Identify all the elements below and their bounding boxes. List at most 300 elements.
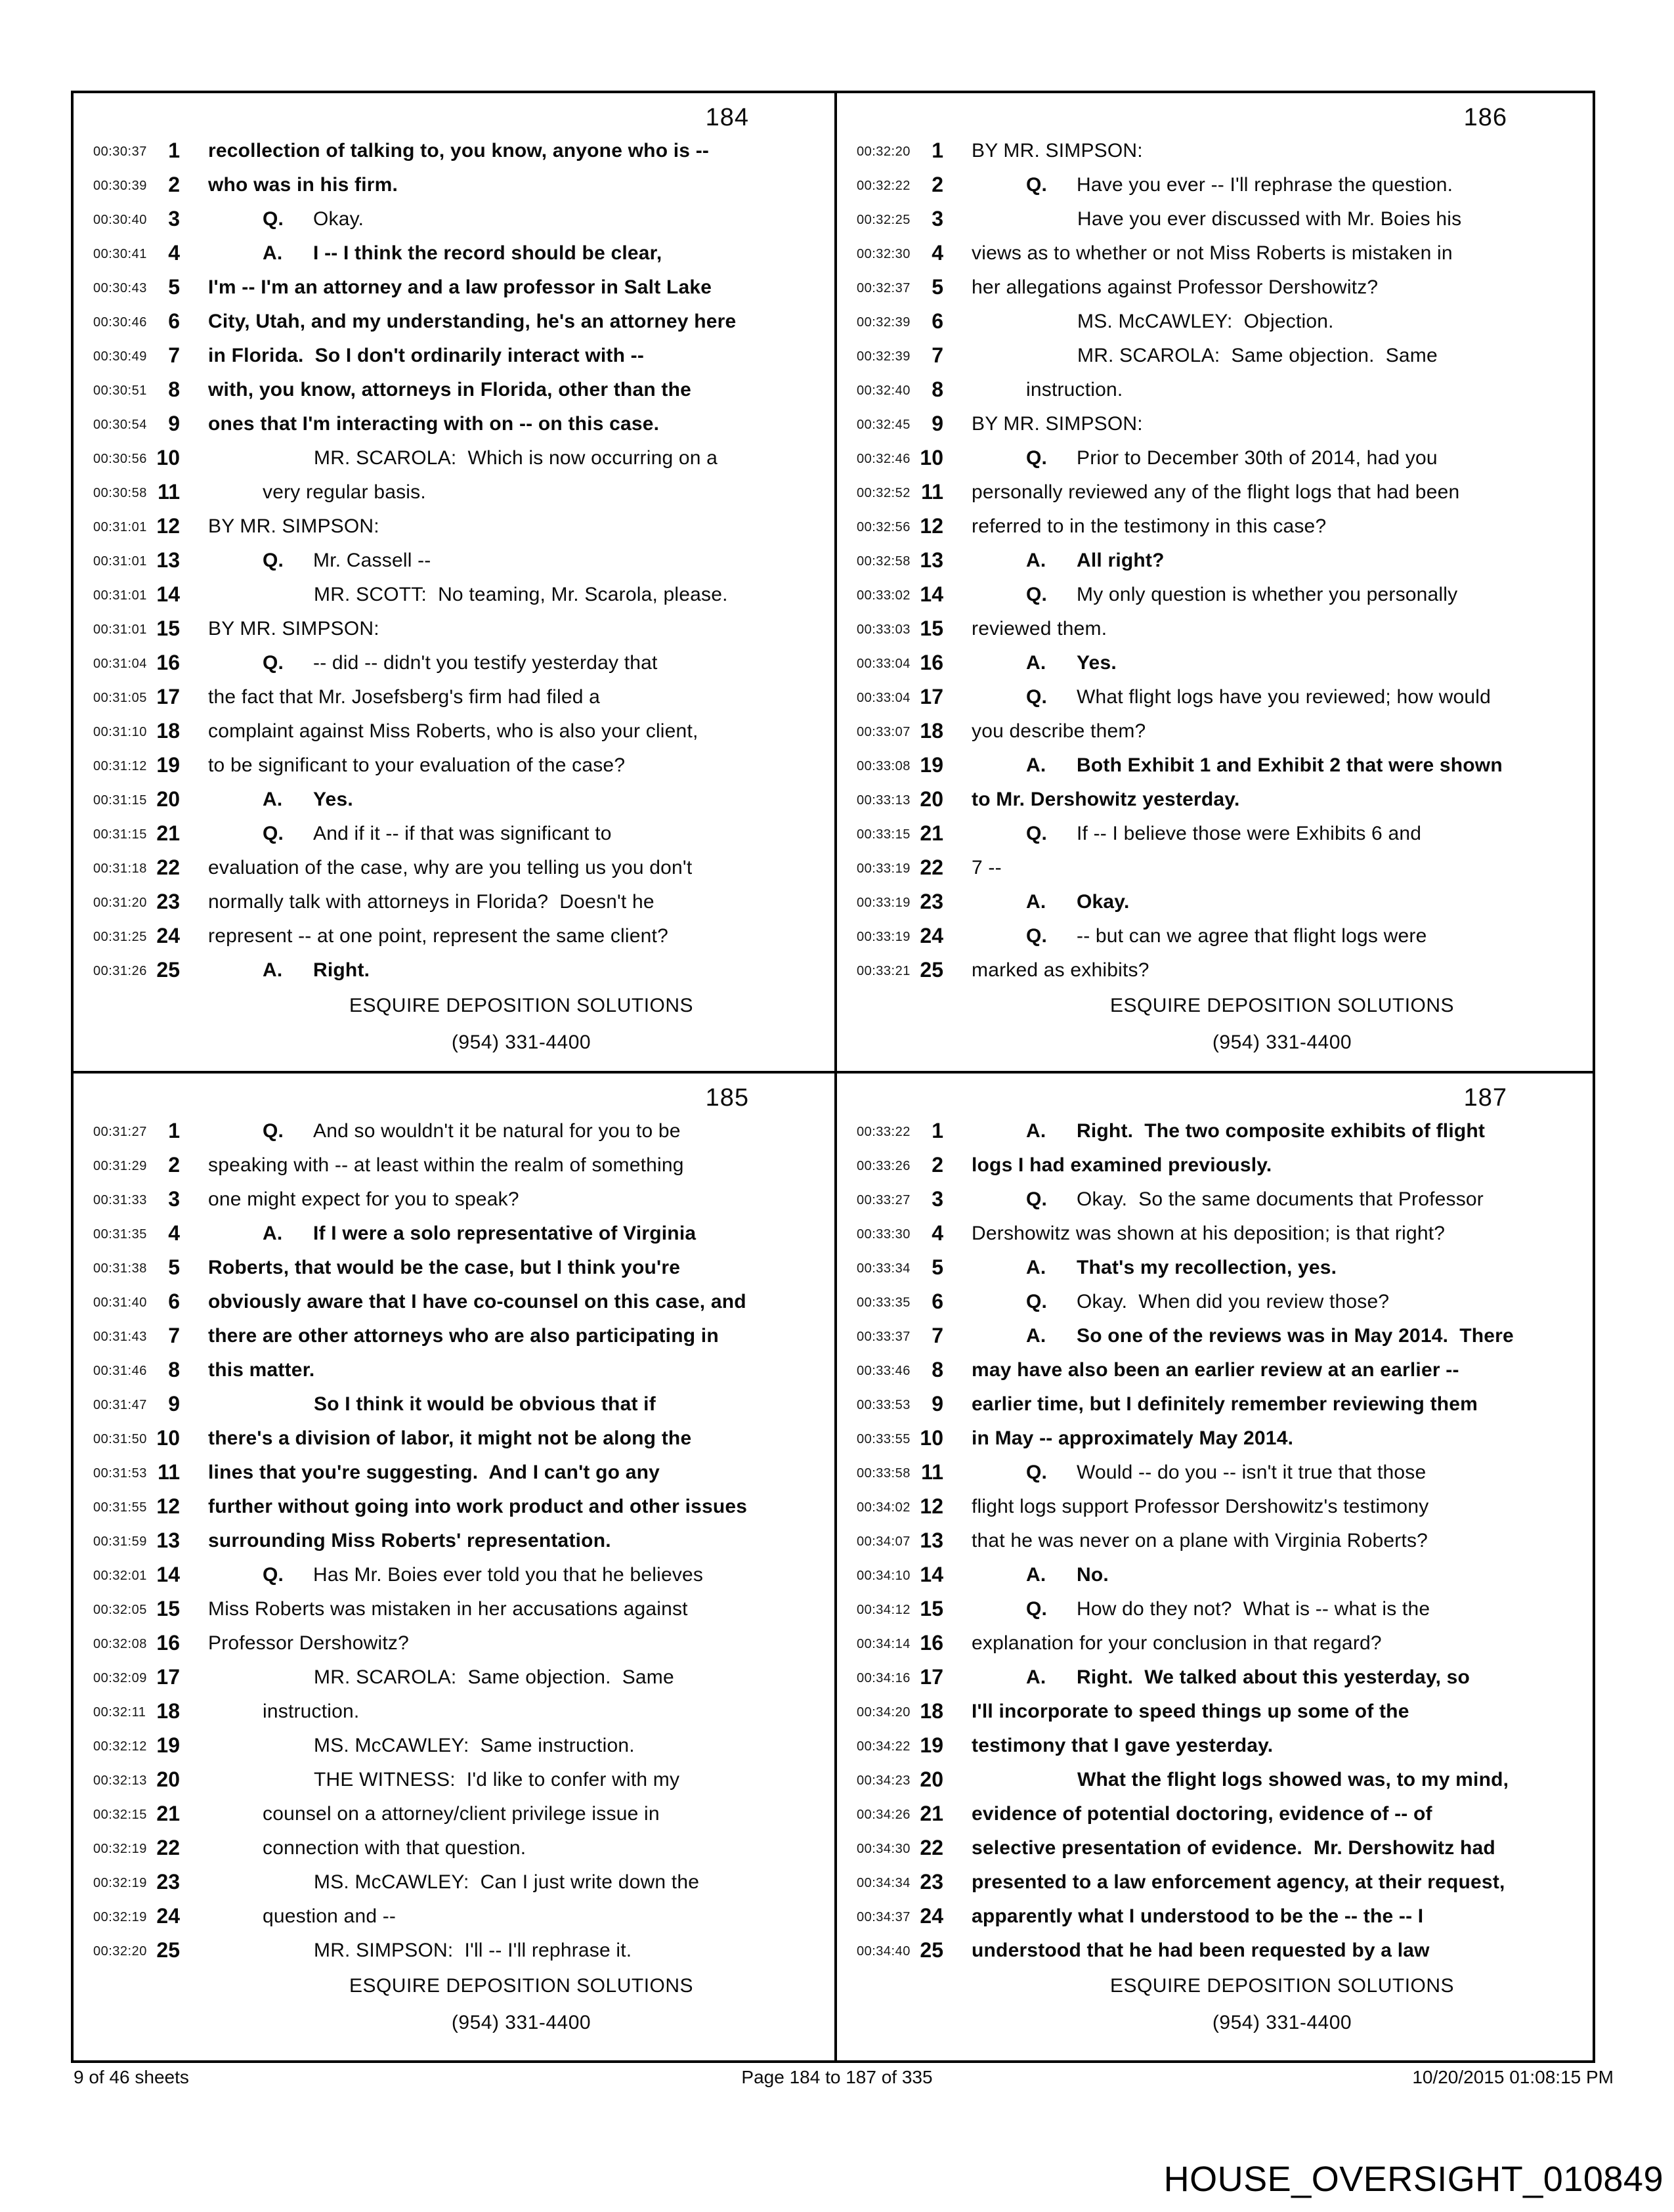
transcript-line	[74, 953, 834, 987]
timestamp: 00:30:39	[93, 179, 147, 193]
text-segment: obviously aware that I have co-counsel on this case, and	[208, 1291, 746, 1312]
transcript-line	[74, 1899, 834, 1934]
text-segment: instruction.	[263, 1701, 360, 1722]
line-text	[972, 1223, 1445, 1245]
line-text	[208, 1325, 719, 1347]
timestamp: 00:32:15	[93, 1808, 147, 1822]
line-text	[263, 1837, 526, 1859]
line-number: 18	[156, 719, 180, 743]
line-number: 17	[920, 1665, 943, 1689]
line-text	[263, 1120, 681, 1142]
line-number: 8	[932, 378, 943, 401]
sheet-count: 9 of 46 sheets	[74, 2067, 189, 2087]
line-number: 11	[158, 480, 180, 504]
timestamp: 00:32:52	[857, 486, 911, 500]
line-number: 16	[920, 651, 943, 674]
transcript-line	[837, 1319, 1593, 1353]
qa-prefix: A.	[1026, 1257, 1046, 1278]
text-segment: her allegations against Professor Dershowitz?	[972, 276, 1379, 298]
text-segment: instruction.	[1026, 379, 1123, 401]
transcript-line	[837, 885, 1593, 919]
text-segment: Both Exhibit 1 and Exhibit 2 that were shown	[1077, 754, 1503, 776]
line-number: 12	[920, 1494, 943, 1518]
sheet-footer	[0, 2067, 1674, 2091]
line-number: 14	[156, 1563, 180, 1586]
text-segment: one might expect for you to speak?	[208, 1188, 519, 1210]
line-text	[972, 242, 1453, 265]
line-text	[1026, 1325, 1514, 1347]
text-segment: normally talk with attorneys in Florida? Doesn't he	[208, 891, 655, 913]
line-text	[1026, 1564, 1109, 1586]
transcript-line	[837, 953, 1593, 987]
transcript-line	[74, 271, 834, 305]
line-text	[208, 1530, 611, 1552]
transcript-line	[837, 1456, 1593, 1490]
transcript-line	[837, 851, 1593, 885]
line-number: 11	[921, 480, 943, 504]
text-segment: counsel on a attorney/client privilege issue in	[263, 1803, 660, 1825]
line-text	[1026, 379, 1123, 401]
timestamp: 00:33:19	[857, 930, 911, 944]
line-number: 6	[932, 309, 943, 333]
text-segment: speaking with -- at least within the realm of something	[208, 1154, 684, 1176]
timestamp: 00:33:58	[857, 1466, 911, 1481]
transcript-line	[74, 1217, 834, 1251]
line-number: 24	[920, 924, 943, 947]
timestamp: 00:31:10	[93, 725, 147, 739]
text-segment: City, Utah, and my understanding, he's an attorney here	[208, 311, 737, 332]
page-number: 184	[705, 104, 749, 131]
transcript-line	[74, 305, 834, 339]
line-text	[263, 823, 612, 845]
timestamp: 00:34:37	[857, 1910, 911, 1924]
timestamp: 00:31:12	[93, 759, 147, 773]
line-text	[972, 1871, 1505, 1894]
timestamp: 00:33:21	[857, 964, 911, 978]
line-text	[314, 1769, 679, 1791]
text-segment: MR. SCOTT: No teaming, Mr. Scarola, please.	[314, 584, 728, 605]
transcript-line	[837, 919, 1593, 953]
line-number: 3	[168, 1187, 180, 1211]
line-text	[208, 1188, 519, 1211]
timestamp: 00:31:47	[93, 1398, 147, 1412]
qa-prefix: Q.	[1026, 447, 1048, 469]
line-number: 24	[156, 924, 180, 947]
timestamp: 00:33:30	[857, 1227, 911, 1242]
text-segment: So one of the reviews was in May 2014. There	[1077, 1325, 1514, 1347]
line-text	[314, 1871, 699, 1894]
timestamp: 00:32:20	[857, 144, 911, 159]
timestamp: 00:32:01	[93, 1569, 147, 1583]
line-text	[208, 1291, 746, 1313]
text-segment: THE WITNESS: I'd like to confer with my	[314, 1769, 680, 1790]
text-segment: -- but can we agree that flight logs were	[1077, 925, 1427, 947]
line-text	[972, 413, 1143, 435]
timestamp: 00:31:46	[93, 1364, 147, 1378]
text-segment: BY MR. SIMPSON:	[972, 413, 1143, 435]
timestamp: 00:32:25	[857, 213, 911, 227]
timestamp: 00:33:46	[857, 1364, 911, 1378]
line-number: 25	[156, 958, 180, 982]
text-segment: evaluation of the case, why are you telling us you don't	[208, 857, 693, 878]
text-segment: in May -- approximately May 2014.	[972, 1427, 1294, 1449]
line-text	[208, 345, 644, 367]
timestamp: 00:32:56	[857, 520, 911, 534]
qa-prefix: Q.	[1026, 823, 1048, 844]
transcript-line	[74, 646, 834, 680]
timestamp: 00:31:59	[93, 1534, 147, 1549]
timestamp: 00:33:22	[857, 1125, 911, 1139]
line-text	[972, 1803, 1432, 1825]
line-text	[208, 686, 600, 708]
text-segment: testimony that I gave yesterday.	[972, 1735, 1274, 1756]
line-number: 23	[156, 890, 180, 913]
line-text	[1026, 584, 1457, 606]
qa-prefix: Q.	[263, 1120, 284, 1142]
vendor-name: ESQUIRE DEPOSITION SOLUTIONS	[349, 995, 694, 1016]
line-text	[208, 720, 698, 743]
line-number: 16	[156, 1631, 180, 1655]
text-segment: connection with that question.	[263, 1837, 526, 1859]
text-segment: And if it -- if that was significant to	[313, 823, 612, 844]
timestamp: 00:32:45	[857, 418, 911, 432]
text-segment: MR. SIMPSON: I'll -- I'll rephrase it.	[314, 1940, 632, 1961]
text-segment: Right.	[313, 959, 370, 981]
transcript-line	[837, 578, 1593, 612]
text-segment: What flight logs have you reviewed; how would	[1077, 686, 1492, 708]
transcript-line	[837, 202, 1593, 236]
line-number: 9	[932, 1392, 943, 1416]
line-number: 8	[168, 1358, 180, 1381]
line-text	[263, 208, 364, 230]
line-text	[972, 618, 1107, 640]
line-text	[314, 1940, 632, 1962]
transcript-line	[74, 1251, 834, 1285]
text-segment: presented to a law enforcement agency, at their request,	[972, 1871, 1505, 1893]
transcript-line	[837, 1763, 1593, 1797]
timestamp: 00:31:20	[93, 896, 147, 910]
timestamp: 00:30:37	[93, 144, 147, 159]
timestamp: 00:33:03	[857, 622, 911, 637]
line-text	[1026, 925, 1427, 947]
text-segment: MR. SCAROLA: Same objection. Same	[314, 1666, 674, 1688]
transcript-line	[837, 646, 1593, 680]
timestamp: 00:34:02	[857, 1500, 911, 1515]
text-segment: MS. McCAWLEY: Same instruction.	[314, 1735, 635, 1756]
timestamp: 00:31:50	[93, 1432, 147, 1446]
timestamp: 00:32:19	[93, 1876, 147, 1890]
timestamp: 00:32:58	[857, 554, 911, 569]
text-segment: MS. McCAWLEY: Can I just write down the	[314, 1871, 700, 1893]
timestamp: 00:32:05	[93, 1603, 147, 1617]
timestamp: 00:34:30	[857, 1842, 911, 1856]
vendor-footer	[837, 987, 1593, 1061]
line-number: 9	[932, 412, 943, 435]
transcript-line	[74, 1148, 834, 1182]
text-segment: complaint against Miss Roberts, who is also your client,	[208, 720, 698, 742]
page-number: 186	[1463, 104, 1507, 131]
text-segment: personally reviewed any of the flight logs that had been	[972, 481, 1460, 503]
text-segment: Okay. So the same documents that Professor	[1077, 1188, 1484, 1210]
timestamp: 00:32:37	[857, 281, 911, 295]
text-segment: I'm -- I'm an attorney and a law professor in Salt Lake	[208, 276, 712, 298]
line-number: 18	[920, 1699, 943, 1723]
line-number: 1	[932, 139, 943, 162]
page-number: 187	[1463, 1084, 1507, 1112]
transcript-line	[74, 1558, 834, 1592]
line-text	[1026, 1120, 1485, 1142]
qa-prefix: A.	[263, 1223, 283, 1244]
text-segment: Okay.	[313, 208, 364, 230]
vendor-phone: (954) 331-4400	[1212, 1031, 1352, 1053]
text-segment: Okay.	[1077, 891, 1130, 913]
timestamp: 00:33:02	[857, 588, 911, 603]
line-text	[208, 857, 692, 879]
text-segment: BY MR. SIMPSON:	[972, 140, 1143, 162]
transcript-line	[837, 1729, 1593, 1763]
text-segment: Prior to December 30th of 2014, had you	[1077, 447, 1438, 469]
line-text	[972, 276, 1378, 299]
line-number: 5	[168, 275, 180, 299]
line-text	[208, 413, 659, 435]
line-number: 24	[156, 1904, 180, 1928]
qa-prefix: Q.	[1026, 584, 1048, 605]
timestamp: 00:33:19	[857, 896, 911, 910]
line-text	[1026, 1462, 1426, 1484]
line-number: 7	[932, 1324, 943, 1347]
line-number: 17	[920, 685, 943, 708]
line-number: 2	[168, 173, 180, 196]
timestamp: 00:32:19	[93, 1910, 147, 1924]
transcript-line	[74, 817, 834, 851]
vendor-footer	[837, 1968, 1593, 2041]
text-segment: question and --	[263, 1905, 397, 1927]
timestamp: 00:31:01	[93, 588, 147, 603]
text-segment: reviewed them.	[972, 618, 1107, 640]
timestamp: 00:31:43	[93, 1330, 147, 1344]
qa-prefix: A.	[1026, 891, 1046, 913]
text-segment: Have you ever discussed with Mr. Boies his	[1077, 208, 1462, 230]
timestamp: 00:32:11	[93, 1705, 146, 1720]
vendor-name: ESQUIRE DEPOSITION SOLUTIONS	[1109, 995, 1455, 1016]
text-segment: may have also been an earlier review at an earlier --	[972, 1359, 1459, 1381]
qa-prefix: Q.	[1026, 925, 1048, 947]
text-segment: flight logs support Professor Dershowitz's testimony	[972, 1496, 1429, 1517]
line-text	[208, 276, 712, 299]
transcript-line	[837, 236, 1593, 271]
transcript-line	[837, 714, 1593, 748]
transcript-grid	[71, 91, 1595, 2063]
line-text	[1026, 447, 1438, 469]
line-number: 9	[168, 1392, 180, 1416]
timestamp: 00:30:56	[93, 452, 147, 466]
line-number: 14	[156, 582, 180, 606]
timestamp: 00:33:07	[857, 725, 911, 739]
line-text	[208, 1257, 680, 1279]
timestamp: 00:30:46	[93, 315, 147, 330]
qa-prefix: Q.	[1026, 174, 1048, 196]
transcript-line	[837, 1387, 1593, 1421]
timestamp: 00:34:07	[857, 1534, 911, 1549]
line-number: 6	[932, 1290, 943, 1313]
line-text	[1026, 1188, 1484, 1211]
timestamp: 00:31:26	[93, 964, 147, 978]
transcript-line	[74, 373, 834, 407]
text-segment: you describe them?	[972, 720, 1146, 742]
line-number: 3	[932, 207, 943, 230]
text-segment: Roberts, that would be the case, but I think you're	[208, 1257, 681, 1278]
line-number: 25	[920, 1938, 943, 1962]
transcript-line	[74, 1729, 834, 1763]
text-segment: explanation for your conclusion in that regard?	[972, 1632, 1382, 1654]
transcript-line	[74, 1763, 834, 1797]
timestamp: 00:34:10	[857, 1569, 911, 1583]
transcript-line	[74, 1353, 834, 1387]
text-segment: Miss Roberts was mistaken in her accusations against	[208, 1598, 688, 1620]
line-number: 23	[920, 1870, 943, 1894]
transcript-line	[837, 475, 1593, 510]
qa-prefix: Q.	[263, 208, 284, 230]
text-segment: That's my recollection, yes.	[1077, 1257, 1337, 1278]
timestamp: 00:31:05	[93, 691, 147, 705]
line-text	[208, 1427, 691, 1450]
line-number: 10	[156, 446, 180, 469]
transcript-line	[74, 134, 834, 168]
line-number: 2	[932, 1153, 943, 1177]
timestamp: 00:31:01	[93, 622, 147, 637]
line-text	[972, 1359, 1459, 1381]
text-segment: Okay. When did you review those?	[1077, 1291, 1390, 1312]
qa-prefix: A.	[1026, 754, 1046, 776]
line-number: 21	[156, 1802, 180, 1825]
transcript-line	[74, 1456, 834, 1490]
text-segment: who was in his firm.	[208, 174, 398, 196]
line-text	[314, 1666, 674, 1689]
line-number: 1	[932, 1119, 943, 1142]
line-number: 4	[168, 241, 180, 265]
qa-prefix: Q.	[263, 652, 284, 674]
vendor-phone: (954) 331-4400	[1212, 2012, 1352, 2033]
line-text	[972, 1393, 1478, 1416]
line-text	[1026, 1666, 1470, 1689]
line-number: 25	[920, 958, 943, 982]
text-segment: understood that he had been requested by a law	[972, 1940, 1430, 1961]
qa-prefix: A.	[1026, 550, 1046, 571]
line-number: 21	[920, 821, 943, 845]
transcript-line	[837, 1934, 1593, 1968]
transcript-line	[837, 1831, 1593, 1865]
transcript-line	[74, 1660, 834, 1695]
transcript-line	[74, 851, 834, 885]
line-text	[263, 550, 431, 572]
timestamp: 00:33:04	[857, 691, 911, 705]
line-text	[1026, 1257, 1337, 1279]
line-text	[263, 959, 370, 982]
line-number: 23	[920, 890, 943, 913]
transcript-line	[74, 919, 834, 953]
line-text	[263, 1905, 396, 1928]
transcript-line	[837, 1114, 1593, 1148]
line-number: 2	[932, 173, 943, 196]
transcript-line	[837, 305, 1593, 339]
line-number: 4	[932, 1221, 943, 1245]
timestamp: 00:33:27	[857, 1193, 911, 1207]
transcript-line	[837, 339, 1593, 373]
transcript-line	[74, 783, 834, 817]
transcript-line	[74, 544, 834, 578]
transcript-line	[837, 1592, 1593, 1626]
qa-prefix: Q.	[1026, 686, 1048, 708]
qa-prefix: A.	[1026, 1120, 1046, 1142]
line-text	[972, 140, 1143, 162]
transcript-line	[837, 1797, 1593, 1831]
line-number: 7	[932, 343, 943, 367]
line-text	[208, 1496, 747, 1518]
transcript-line	[74, 885, 834, 919]
qa-prefix: Q.	[263, 823, 284, 844]
line-number: 3	[932, 1187, 943, 1211]
timestamp: 00:31:18	[93, 861, 147, 876]
qa-prefix: A.	[1026, 652, 1046, 674]
timestamp: 00:31:27	[93, 1125, 147, 1139]
timestamp: 00:34:23	[857, 1773, 911, 1788]
timestamp: 00:31:04	[93, 657, 147, 671]
transcript-line	[74, 168, 834, 202]
line-number: 18	[920, 719, 943, 743]
text-segment: Mr. Cassell --	[313, 550, 431, 571]
timestamp: 00:32:39	[857, 349, 911, 364]
line-number: 23	[156, 1870, 180, 1894]
transcript-line	[74, 202, 834, 236]
timestamp: 00:31:38	[93, 1261, 147, 1276]
transcript-line	[74, 1490, 834, 1524]
timestamp: 00:32:40	[857, 383, 911, 398]
timestamp: 00:32:39	[857, 315, 911, 330]
line-text	[263, 242, 662, 265]
transcript-page-187	[837, 1073, 1593, 2060]
transcript-line	[837, 1182, 1593, 1217]
timestamp: 00:33:19	[857, 861, 911, 876]
transcript-line	[74, 339, 834, 373]
transcript-line	[837, 373, 1593, 407]
text-segment: Has Mr. Boies ever told you that he believes	[313, 1564, 704, 1586]
timestamp: 00:30:51	[93, 383, 147, 398]
qa-prefix: Q.	[263, 550, 284, 571]
timestamp: 00:32:19	[93, 1842, 147, 1856]
transcript-line	[837, 1285, 1593, 1319]
transcript-line	[74, 1865, 834, 1899]
line-text	[314, 447, 718, 469]
text-segment: further without going into work product and other issues	[208, 1496, 748, 1517]
timestamp: 00:32:22	[857, 179, 911, 193]
line-text	[208, 515, 379, 538]
line-number: 18	[156, 1699, 180, 1723]
transcript-line	[74, 1114, 834, 1148]
transcript-line	[837, 1660, 1593, 1695]
timestamp: 00:30:54	[93, 418, 147, 432]
transcript-line	[837, 1421, 1593, 1456]
line-text	[314, 1393, 656, 1416]
line-number: 15	[920, 1597, 943, 1620]
page-185-lines	[74, 1114, 834, 1968]
transcript-line	[837, 134, 1593, 168]
line-number: 10	[920, 446, 943, 469]
line-text	[208, 1632, 409, 1655]
text-segment: How do they not? What is -- what is the	[1077, 1598, 1430, 1620]
transcript-line	[837, 271, 1593, 305]
transcript-page-185	[74, 1073, 837, 2060]
line-text	[972, 1154, 1272, 1177]
